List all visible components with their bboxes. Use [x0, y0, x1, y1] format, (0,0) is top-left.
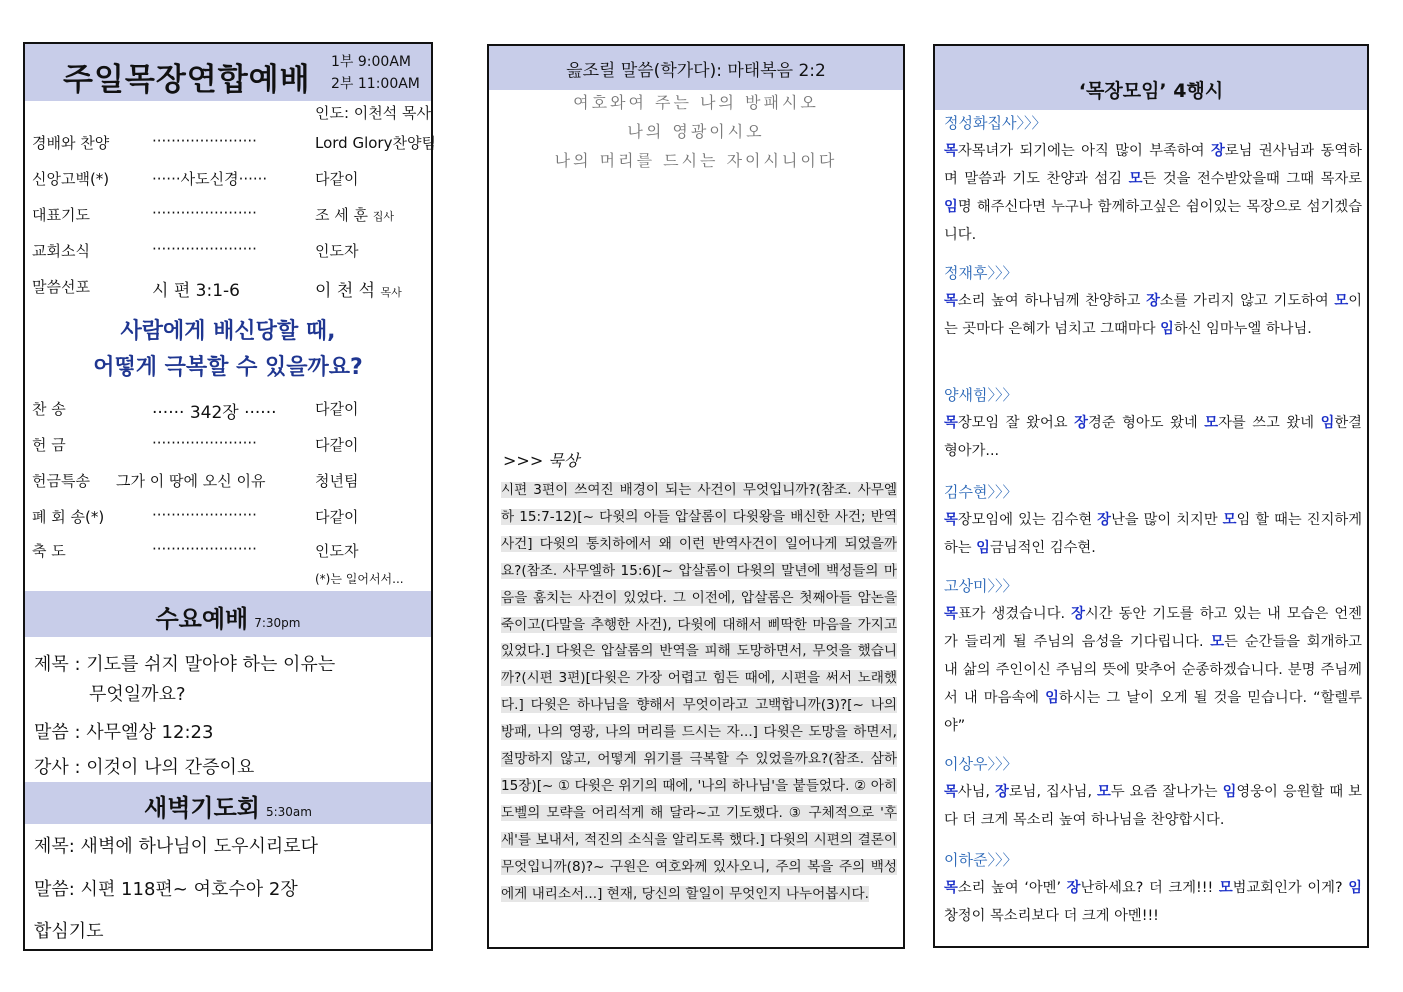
- dawn-prayer: 합심기도: [34, 921, 104, 942]
- poem-text: 목장모임 잘 왔어요 장경준 형아도 왔네 모자를 쓰고 왔네 임한결 형아가...: [944, 415, 1362, 459]
- order-item: 경배와 찬양: [32, 134, 110, 152]
- poem-author: 김수현〉〉〉: [944, 483, 1018, 501]
- acrostic-letter: 장: [1074, 415, 1088, 431]
- order-row: [32, 168, 430, 192]
- sunday-time-second: 2부 11:00AM: [331, 76, 420, 92]
- wednesday-scripture: 말씀 : 사무엘상 12:23: [34, 722, 214, 743]
- meditation-label: >>> 묵상: [503, 451, 580, 470]
- dawn-subject: 제목: 새벽에 하나님이 도우시리로다: [34, 836, 319, 857]
- leader: 인도: 이천석 목사: [315, 104, 432, 122]
- order-item: 신앙고백(*): [32, 170, 110, 188]
- poem-author: 고상미〉〉〉: [944, 577, 1018, 595]
- order-item: 교회소식: [32, 242, 90, 260]
- order-item: 헌 금: [32, 436, 66, 454]
- acrostic-letter: 장: [995, 784, 1009, 800]
- standing-note: (*)는 일어서서...: [315, 572, 404, 586]
- acrostic-letter: 모: [1097, 784, 1111, 800]
- order-row: [32, 276, 430, 300]
- acrostic-letter: 모: [1128, 171, 1143, 187]
- acrostic-letter: 목: [944, 293, 958, 309]
- order-dots: ······················: [152, 204, 257, 222]
- order-item: 헌금특송: [32, 472, 90, 490]
- order-dots: ······················: [152, 132, 257, 150]
- order-person: 청년팀: [315, 472, 359, 490]
- wednesday-title: 수요예배 7:30pm: [155, 605, 301, 633]
- order-item: 말씀선포: [32, 278, 90, 296]
- order-row: [32, 240, 430, 264]
- order-dots: ······················: [152, 240, 257, 258]
- wednesday-subject: 제목 : 기도를 쉬지 말아야 하는 이유는: [34, 654, 336, 675]
- order-item: 축 도: [32, 542, 66, 560]
- order-person: 인도자: [315, 242, 359, 260]
- acrostic-letter: 장: [1097, 512, 1111, 528]
- worship-order-panel: [23, 42, 436, 951]
- order-row: [32, 132, 436, 156]
- poem-text: 목소리 높여 하나님께 찬양하고 장소를 가리지 않고 기도하여 모이는 곳마다 은혜가 넘치고 그때마다 임하신 임마누엘 하나님.: [944, 293, 1362, 337]
- order-person: 조 세 훈 집사: [315, 206, 395, 224]
- poem-author: 정성화집사〉〉〉: [944, 114, 1047, 132]
- order-dots: ······················: [152, 506, 257, 524]
- poem-author: 이하준〉〉〉: [944, 851, 1018, 869]
- acrostic-letter: 모: [1222, 512, 1237, 528]
- order-scripture: 시 편 3:1-6: [152, 281, 240, 301]
- order-row: [32, 398, 430, 422]
- acrostic-letter: 목: [944, 784, 958, 800]
- acrostic-letter: 목: [944, 606, 958, 622]
- order-item: 폐 회 송(*): [32, 508, 105, 526]
- acrostic-letter: 임: [1320, 415, 1335, 431]
- order-person: 인도자: [315, 542, 359, 560]
- order-row: [32, 204, 430, 228]
- order-dots: ······사도신경······: [152, 170, 268, 188]
- poem-text: 목표가 생겼습니다. 장시간 동안 기도를 하고 있는 내 모습은 언젠가 들리게 될 주님의 음성을 기다립니다. 모든 순간들을 회개하고 내 삶의 주인이신 주님의 뜻에 맞추어 순종하겠습니다. 분명 주님께서 내 마음속에 임하시는 그 날이 오게 될 것을 믿습니다. “할렐루야”: [944, 606, 1363, 734]
- meditation-text: 시편 3편이 쓰여진 배경이 되는 사건이 무엇입니까?(참조. 사무엘하 15:7-12)[~ 다윗의 아들 압살롬이 다윗왕을 배신한 사건; 반역사건] 다윗의 통치하에서 왜 이런 반역사건이 일어나게 되었을까요?(참조. 사무엘하 15:6)[~ 압살롬이 다윗의 말년에 백성들의 마음을 훔치는 사건이 있었다. 그 이전에, 압살롬은 첫째아들 암논을 죽이고(다말을 추행한 사건), 다윗에 대해서 삐딱한 마음을 가지고 있었다.] 다윗은 압살롬의 반역을 피해 도망하면서, 무엇을 했습니까?(시편 3편)[다윗은 가장 어렵고 힘든 때에, 시편을 써서 노래했다.] 다윗은 하나님을 향해서 무엇이라고 고백합니까(3)?[~ 나의 방패, 나의 영광, 나의 머리를 드시는 자...] 다윗은 도망을 하면서, 절망하지 않고, 어떻게 위기를 극복할 수 있었을까요?(참조. 삼하 15장)[~ ① 다윗은 위기의 때에, '나의 하나님'을 붙들었다. ② 아히도벨의 모략을 어리석게 해 달라~고 기도했다. ③ 구체적으로 '후새'를 보내서, 적진의 소식을 알리도록 했다.] 다윗의 시편의 결론이 무엇입니까(8)?~ 구원은 여호와께 있사오니, 주의 복을 주의 백성에게 내리소서...] 현재, 당신의 할일이 무엇인지 나누어봅시다.: [501, 482, 897, 902]
- poem-author: 이상우〉〉〉: [944, 755, 1018, 773]
- wednesday-band: [25, 591, 431, 637]
- acrostic-letter: 장: [1146, 293, 1160, 309]
- sermon-title-line2: 어떻게 극복할 수 있을까요?: [93, 355, 363, 380]
- acrostic-letter: 장: [1066, 880, 1081, 896]
- order-person: 다같이: [315, 170, 359, 188]
- acrostic-letter: 임: [976, 540, 990, 556]
- memorize-title: 읊조릴 말씀(학가다): 마태복음 2:2: [566, 61, 826, 81]
- order-row: [32, 540, 430, 564]
- poem-author: 정재후〉〉〉: [944, 264, 1018, 282]
- poem-text: 목소리 높여 ‘아멘’ 장난하세요? 더 크게!!! 모범교회인가 이게? 임창정이 목소리보다 더 크게 아멘!!!: [944, 880, 1362, 924]
- verse-line1: 여호와여 주는 나의 방패시오: [573, 93, 819, 112]
- order-person: 이 천 석 목사: [315, 281, 402, 301]
- acrostic-letter: 모: [1334, 293, 1349, 309]
- acrostic-letter: 모: [1210, 634, 1225, 650]
- order-dots: ······ 342장 ······: [152, 403, 277, 423]
- poems-panel: [933, 44, 1369, 948]
- wednesday-speaker: 강사 : 이것이 나의 간증이요: [34, 757, 255, 778]
- order-person: 다같이: [315, 508, 359, 526]
- order-row: [32, 434, 430, 458]
- dawn-title: 새벽기도회 5:30am: [144, 794, 312, 822]
- order-dots: ······················: [152, 434, 257, 452]
- order-item: 대표기도: [32, 206, 90, 224]
- poem-text: 목장모임에 있는 김수현 장난을 많이 치지만 모임 할 때는 진지하게 하는 임금님적인 김수현.: [944, 512, 1362, 556]
- order-dots: ······················: [152, 540, 257, 558]
- sunday-time-first: 1부 9:00AM: [331, 54, 411, 70]
- sunday-title-band: [25, 44, 431, 101]
- acrostic-letter: 목: [944, 143, 958, 159]
- acrostic-letter: 목: [944, 512, 958, 528]
- verse-line3: 나의 머리를 드시는 자이시니이다: [554, 151, 838, 170]
- poems-title: ‘목장모임’ 4행시: [1078, 80, 1224, 102]
- order-row: [32, 470, 430, 494]
- acrostic-letter: 임: [1160, 321, 1174, 337]
- acrostic-letter: 임: [1348, 880, 1362, 896]
- order-person: 다같이: [315, 400, 359, 418]
- order-special-song: 그가 이 땅에 오신 이유: [116, 472, 266, 490]
- wednesday-subject-cont: 무엇일까요?: [89, 684, 186, 705]
- poem-text: 목사님, 장로님, 집사님, 모두 요즘 잘나가는 임영웅이 응원할 때 보다 더 크게 목소리 높여 하나님을 찬양합시다.: [944, 784, 1362, 828]
- memorize-panel: [487, 44, 905, 949]
- acrostic-letter: 임: [1045, 690, 1059, 706]
- verse-line2: 나의 영광이시오: [627, 122, 765, 141]
- leader-row: [32, 102, 430, 126]
- poem-author: 양새힘〉〉〉: [944, 386, 1018, 404]
- dawn-scripture: 말씀: 시편 118편~ 여호수아 2장: [34, 879, 298, 900]
- order-person: 다같이: [315, 436, 359, 454]
- acrostic-letter: 장: [1071, 606, 1085, 622]
- acrostic-letter: 목: [944, 415, 958, 431]
- memorize-band: [489, 46, 903, 90]
- acrostic-letter: 장: [1211, 143, 1225, 159]
- dawn-band: [25, 782, 431, 824]
- order-item: 찬 송: [32, 400, 66, 418]
- acrostic-letter: 모: [1218, 880, 1233, 896]
- acrostic-letter: 목: [944, 880, 958, 896]
- sunday-title: 주일목장연합예배: [63, 62, 311, 98]
- sermon-title-line1: 사람에게 배신당할 때,: [120, 319, 336, 344]
- acrostic-letter: 임: [944, 199, 958, 215]
- acrostic-letter: 임: [1222, 784, 1237, 800]
- poems-band: [935, 46, 1367, 110]
- acrostic-letter: 모: [1204, 415, 1219, 431]
- order-person: Lord Glory찬양팀: [315, 134, 436, 152]
- poem-text: 목자목녀가 되기에는 아직 많이 부족하여 장로님 권사님과 동역하며 말씀과 기도 찬양과 섬김 모든 것을 전수받았을때 그때 목자로 임명 해주신다면 누구나 함께하고싶은 쉼이있는 목장으로 섬기겠습니다.: [944, 143, 1363, 243]
- order-row: [32, 506, 430, 530]
